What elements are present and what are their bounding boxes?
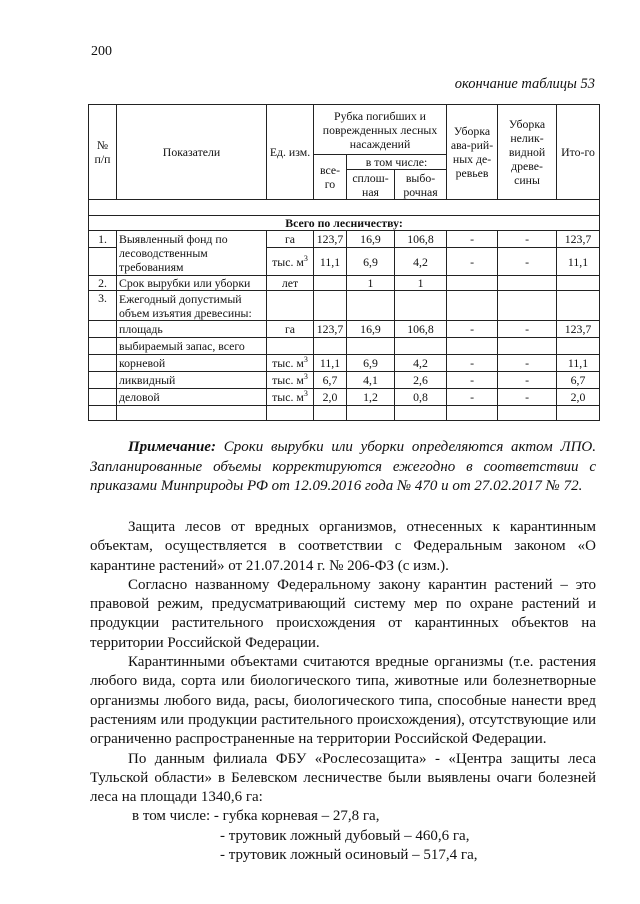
cell-select xyxy=(395,291,447,321)
cell-label: Выявленный фонд по лесоводственным требованиям xyxy=(117,231,267,276)
cell-clear: 4,1 xyxy=(347,372,395,389)
cell-total: 6,7 xyxy=(314,372,347,389)
cell-illiquid xyxy=(498,276,557,291)
cell-emergency: - xyxy=(447,321,498,338)
cell-total: 11,1 xyxy=(314,248,347,276)
cell-unit: тыс. $м^3$ xyxy=(267,389,314,406)
cell-total: 2,0 xyxy=(314,389,347,406)
cell-illiquid: - xyxy=(498,372,557,389)
col-grand-total-header: Ито-го xyxy=(557,105,600,200)
cell-select: 4,2 xyxy=(395,248,447,276)
cell-label: ликвидный xyxy=(117,372,267,389)
cell-emergency: - xyxy=(447,231,498,248)
cell-emergency: - xyxy=(447,355,498,372)
cell-total: 123,7 xyxy=(314,231,347,248)
cell-clear: 6,9 xyxy=(347,248,395,276)
cell-num: 1. xyxy=(89,231,117,248)
paragraph: Согласно названному Федеральному закону карантин растений – это правовой режим, предусматривающий систему мер по охране растений и продукции растительного происхождения от карантинных объектов на территории Российской Федерации. xyxy=(90,576,596,651)
paragraph: Защита лесов от вредных организмов, отнесенных к карантинным объектам, осуществляется в соответствии с Федеральным законом «О карантине растений» от 21.07.2014 г. № 206-ФЗ (с изм.). xyxy=(90,519,596,574)
note-text: Сроки вырубки или уборки определяются актом ЛПО. Запланированные объемы корректируются ежегодно в соответствии с приказами Минприроды РФ от 12.09.2016 года № 470 и от 27.02.2017 № 72. xyxy=(90,439,596,494)
cell-unit xyxy=(267,338,314,355)
cell-clear: 1,2 xyxy=(347,389,395,406)
cell-total: 123,7 xyxy=(314,321,347,338)
body-text xyxy=(90,518,596,865)
cell-num: 2. xyxy=(89,276,117,291)
table-row xyxy=(89,291,600,321)
cell-label: выбираемый запас, всего xyxy=(117,338,267,355)
cell-total xyxy=(314,276,347,291)
table-row xyxy=(89,355,600,372)
table-row xyxy=(89,276,600,291)
cell-num xyxy=(89,248,117,276)
table-note xyxy=(90,438,596,497)
col-illiquid-header: Уборка нелик-видной древе-сины xyxy=(498,105,557,200)
col-select-header: выбо-рочная xyxy=(395,170,447,200)
cell-total xyxy=(314,291,347,321)
cell-emergency: - xyxy=(447,372,498,389)
cell-illiquid: - xyxy=(498,231,557,248)
table-row xyxy=(89,389,600,406)
col-incl-header: в том числе: xyxy=(347,155,447,170)
cell-clear: 6,9 xyxy=(347,355,395,372)
table-row xyxy=(89,372,600,389)
col-felling-group-header: Рубка погибших и поврежденных лесных насаждений xyxy=(314,105,447,155)
table-row xyxy=(89,231,600,248)
cell-num xyxy=(89,355,117,372)
list-item: - трутовик ложный осиновый – 517,4 га, xyxy=(220,847,478,864)
cell-emergency xyxy=(447,276,498,291)
list-item: - трутовик ложный дубовый – 460,6 га, xyxy=(220,827,470,844)
cell-clear: 16,9 xyxy=(347,321,395,338)
cell-emergency: - xyxy=(447,389,498,406)
col-unit-header: Ед. изм. xyxy=(267,105,314,200)
forest-table xyxy=(88,104,600,421)
table-row xyxy=(89,338,600,355)
cell-illiquid: - xyxy=(498,389,557,406)
note-label: Примечание: xyxy=(128,439,216,455)
cell-label: деловой xyxy=(117,389,267,406)
cell-unit xyxy=(267,291,314,321)
cell-illiquid: - xyxy=(498,321,557,338)
cell-clear: 16,9 xyxy=(347,231,395,248)
cell-select xyxy=(395,338,447,355)
cell-label: корневой xyxy=(117,355,267,372)
cell-grand: 6,7 xyxy=(557,372,600,389)
cell-label: Ежегодный допустимый объем изъятия древесины: xyxy=(117,291,267,321)
cell-grand xyxy=(557,338,600,355)
cell-label: площадь xyxy=(117,321,267,338)
cell-unit: лет xyxy=(267,276,314,291)
cell-illiquid xyxy=(498,338,557,355)
table-row xyxy=(89,321,600,338)
col-total-header: все-го xyxy=(314,155,347,200)
col-num-header: № п/п xyxy=(89,105,117,200)
cell-emergency xyxy=(447,291,498,321)
cell-select: 2,6 xyxy=(395,372,447,389)
cell-grand: 123,7 xyxy=(557,321,600,338)
spacer-row xyxy=(89,200,600,216)
cell-select: 106,8 xyxy=(395,321,447,338)
cell-unit: тыс. $м^3$ xyxy=(267,372,314,389)
cell-clear xyxy=(347,338,395,355)
cell-grand: 11,1 xyxy=(557,248,600,276)
cell-num: 3. xyxy=(89,291,117,321)
col-indicators-header: Показатели xyxy=(117,105,267,200)
cell-grand: 2,0 xyxy=(557,389,600,406)
cell-select: 1 xyxy=(395,276,447,291)
cell-grand xyxy=(557,276,600,291)
cell-label: Срок вырубки или уборки xyxy=(117,276,267,291)
cell-clear: 1 xyxy=(347,276,395,291)
cell-emergency xyxy=(447,338,498,355)
cell-num xyxy=(89,372,117,389)
section-title: Всего по лесничеству: xyxy=(89,216,600,231)
list-item: в том числе: - губка корневая – 27,8 га, xyxy=(132,808,380,825)
cell-emergency: - xyxy=(447,248,498,276)
paragraph: По данным филиала ФБУ «Рослесозащита» - «Центра защиты леса Тульской области» в Белевском лесничестве были выявлены очаги болезней леса на площади 1340,6 га: xyxy=(90,750,596,806)
cell-num xyxy=(89,389,117,406)
cell-unit: га xyxy=(267,321,314,338)
cell-num xyxy=(89,321,117,338)
col-emergency-header: Уборка ава-рий-ных де-ревьев xyxy=(447,105,498,200)
cell-illiquid: - xyxy=(498,248,557,276)
cell-unit: тыс. $м^3$ xyxy=(267,248,314,276)
cell-illiquid: - xyxy=(498,355,557,372)
cell-illiquid xyxy=(498,291,557,321)
cell-unit: тыс. $м^3$ xyxy=(267,355,314,372)
table-caption: окончание таблицы 53 xyxy=(454,76,595,92)
cell-grand: 123,7 xyxy=(557,231,600,248)
cell-num xyxy=(89,338,117,355)
page-number: 200 xyxy=(91,44,112,59)
cell-select: 0,8 xyxy=(395,389,447,406)
cell-grand xyxy=(557,291,600,321)
col-clear-header: сплош-ная xyxy=(347,170,395,200)
cell-unit: га xyxy=(267,231,314,248)
cell-grand: 11,1 xyxy=(557,355,600,372)
cell-total xyxy=(314,338,347,355)
paragraph: Карантинными объектами считаются вредные организмы (т.е. растения любого вида, сорта или биологического типа, животные или болезнетворные организмы любого вида, расы, биологического типа, способные нанести вред растениям или продукции растительного происхождения), отсутствующие или ограниченно распространенные на территории Российской Федерации. xyxy=(90,654,596,748)
cell-select: 4,2 xyxy=(395,355,447,372)
cell-select: 106,8 xyxy=(395,231,447,248)
cell-total: 11,1 xyxy=(314,355,347,372)
cell-clear xyxy=(347,291,395,321)
